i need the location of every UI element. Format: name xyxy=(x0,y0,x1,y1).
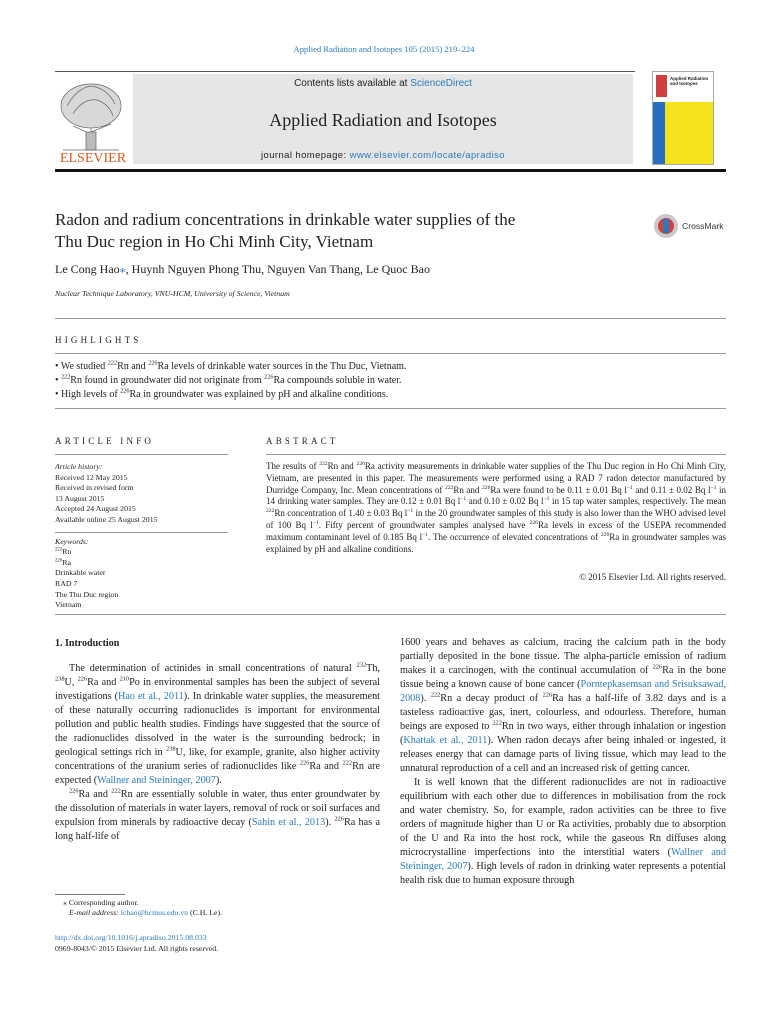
footnote-rule xyxy=(55,894,125,895)
contents-line xyxy=(133,78,633,89)
keyword-item: RAD 7 xyxy=(55,578,78,588)
keyword-item: Vietnam xyxy=(55,600,82,610)
highlights-rule xyxy=(55,353,726,354)
journal-name: Applied Radiation and Isotopes xyxy=(269,110,497,130)
abstract-heading: ABSTRACT xyxy=(266,436,339,446)
abstract-rule xyxy=(266,454,726,455)
paragraph: 1600 years and behaves as calcium, tracing the calcium path in the body partially deposited in the bone tissue. The alpha-particle emission of radium makes it a carcinogen, with the continual accumulation of $^{226}$Ra in the bone tissue being a known cause of bone cancer (Porntepkasemsan and Srisuksawad, 2008). $^{222}$Rn a decay product of $^{226}$Ra has a half-life of 3.82 days and is a tasteless radioactive gas, inert, colourless, and odourless. Therefore, human beings are exposed to $^{222}$Rn in two ways, either through inhalation or ingestion (Khattak et al., 2011). When radon decays after being inhaled or ingested, it releases energy that can damage parts of living tissue, which may lead to the unnatural reproduction of a cell and an increased risk of getting cancer. xyxy=(400,637,726,774)
footnote-email: E-mail address: lchao@hcmus.edu.vn (C.H. Le). xyxy=(69,908,223,917)
crossmark-badge[interactable] xyxy=(653,213,733,239)
crossmark-label: CrossMark xyxy=(682,221,724,231)
article-title-line-1: Radon and radium concentrations in drinkable water supplies of the xyxy=(55,210,516,229)
footnote xyxy=(55,898,380,918)
highlight-item: • We studied $^{222}$Rn and $^{226}$Ra levels of drinkable water sources in the Thu Duc, Vietnam. xyxy=(55,359,407,372)
article-history-label: Article history: xyxy=(55,462,103,471)
keyword-item: The Thu Duc region xyxy=(55,589,119,599)
keyword-item: $^{226}$Ra xyxy=(55,557,71,567)
highlights-bottom-rule xyxy=(55,408,726,409)
elsevier-tree-icon xyxy=(53,76,133,166)
article-title-line-2: Thu Duc region in Ho Chi Minh City, Vietnam xyxy=(55,232,374,251)
citation-link[interactable]: Sahin et al., 2013 xyxy=(251,817,326,828)
crossmark-icon xyxy=(653,213,679,239)
citation-link[interactable]: Khattak et al., 2011 xyxy=(403,735,488,746)
highlights-list xyxy=(55,360,715,402)
doi-link[interactable]: http://dx.doi.org/10.1016/j.apradiso.2015.08.033 xyxy=(55,933,207,942)
citation-link[interactable]: Wallner and Steininger, 2007 xyxy=(400,847,726,872)
contents-prefix: Contents lists available at xyxy=(294,78,411,89)
revised-label: Received in revised form xyxy=(55,483,134,493)
homepage-line xyxy=(133,150,633,161)
citation-link[interactable]: Porntepkasemsan and Srisuksawad, 2008 xyxy=(400,679,726,704)
affiliation: Nuclear Technique Laboratory, VNU-HCM, University of Science, Vietnam xyxy=(55,289,290,298)
header-thick-rule xyxy=(55,169,726,172)
article-info xyxy=(55,462,228,611)
keyword-item: Drinkable water xyxy=(55,568,106,578)
keyword-item: $^{222}$Rn xyxy=(55,547,72,557)
issn-line: 0969-8043/© 2015 Elsevier Ltd. All rights reserved. xyxy=(55,944,219,953)
doi-block xyxy=(55,932,218,954)
highlight-item: • High levels of $^{226}$Ra in groundwater was explained by pH and alkaline conditions. xyxy=(55,387,389,400)
received-date: Received 12 May 2015 xyxy=(55,472,128,482)
homepage-label: journal homepage: xyxy=(261,150,350,161)
online-date: Available online 25 August 2015 xyxy=(55,514,158,524)
paragraph: The determination of actinides in small concentrations of natural $^{232}$Th, $^{238}$U, $^{226}$Ra and $^{210}$Po in environmental samples has been the subject of several investigations (Hao et al., 2011). In drinkable water supplies, the measurement of these naturally occurring radionuclides is important for environmental pollution and public health studies. Findings have suggested that the source of the radionuclides dissolved in the water is the surrounding bedrock; in geological settings rich in $^{238}$U, like, for example, granite, also higher activity concentrations of the uranium series of radionuclides like $^{226}$Ra and $^{222}$Rn are expected (Wallner and Steininger, 2007). xyxy=(55,661,381,786)
author-first: Le Cong Hao xyxy=(55,262,120,276)
footnote-corresponding: ⁎ Corresponding author. xyxy=(63,898,139,907)
journal-cover-thumbnail[interactable] xyxy=(652,71,714,165)
elsevier-logo xyxy=(53,76,133,166)
paragraph: $^{226}$Ra and $^{222}$Rn are essentially soluble in water, thus enter groundwater by the dissolution of materials in water layers, removal of rock or soil surfaces and expulsion from minerals by radioactive decay (Sahin et al., 2013). $^{226}$Ra has a long half-life of xyxy=(55,787,380,842)
article-info-heading: ARTICLE INFO xyxy=(55,436,155,446)
article-title xyxy=(55,209,645,253)
cover-blue-stripe xyxy=(653,102,665,164)
paragraph: It is well known that the different radionuclides are not in radioactive equilibrium with each other due to differences in mobilisation from the rock and water chemistry. So, for example, radon activities can be three to five orders of magnitude higher than U or Ra activities, probably due to absorption of the U and Ra into the host rock, while the gaseous Rn diffuses along microcrystalline imperfections into the interstitial waters (Wallner and Steininger, 2007). High levels of radon in drinking water represents a potential health risk due to human exposure through xyxy=(400,777,726,886)
body-rule xyxy=(55,614,726,615)
accepted-date: Accepted 24 August 2015 xyxy=(55,504,136,514)
keywords-label: Keywords: xyxy=(55,536,89,546)
citation-link[interactable]: Wallner and Steininger, 2007 xyxy=(97,775,216,786)
cover-top xyxy=(653,72,713,102)
corresponding-author-marker[interactable]: ⁎ xyxy=(119,262,126,276)
body-column-left xyxy=(55,662,380,844)
citation-link[interactable]: Hao et al., 2011 xyxy=(118,691,184,702)
cover-emblem-icon xyxy=(656,75,667,97)
revised-date: 13 August 2015 xyxy=(55,493,105,503)
cover-title: Applied Radiation and Isotopes xyxy=(670,76,709,86)
header-rule xyxy=(55,71,635,72)
abstract-copyright: © 2015 Elsevier Ltd. All rights reserved. xyxy=(579,572,726,582)
email-link[interactable]: lchao@hcmus.edu.vn xyxy=(120,908,189,917)
svg-text:ELSEVIER: ELSEVIER xyxy=(59,151,127,166)
journal-homepage-link[interactable]: www.elsevier.com/locate/apradiso xyxy=(349,150,505,161)
sciencedirect-link[interactable]: ScienceDirect xyxy=(410,78,472,89)
highlights-heading: HIGHLIGHTS xyxy=(55,335,142,345)
article-info-rule xyxy=(55,454,228,455)
author-list xyxy=(55,262,430,277)
journal-reference-link[interactable]: Applied Radiation and Isotopes 105 (2015) 219–224 xyxy=(293,44,475,54)
section-heading-introduction: 1. Introduction xyxy=(55,638,120,649)
abstract-body: The results of $^{222}$Rn and $^{226}$Ra activity measurements in drinkable water supplies of the Thu Duc region in Ho Chi Minh City, Vietnam, are presented in this paper. The measurements were performed using a RAD 7 radon detector manufactured by Durridge Company, Inc. Mean concentrations of $^{222}$Rn and $^{226}$Ra were found to be 0.11 ± 0.01 Bq $l^{-1}$ and 0.11 ± 0.02 Bq $l^{-1}$ in 14 drinking water samples. They are 0.12 ± 0.01 Bq $l^{-1}$ and 0.10 ± 0.02 Bq $l^{-1}$ in 15 tap water samples, respectively. The mean $^{222}$Rn concentration of 1.40 ± 0.03 Bq $l^{-1}$ in the 20 groundwater samples of this study is also lower than the WHO advised level of 100 Bq $l^{-1}$. Fifty percent of groundwater samples analysed have $^{226}$Ra levels in excess of the USEPA recommended maximum contaminant level of 0.185 Bq $l^{-1}$. The occurrence of elevated concentrations of $^{226}$Ra in groundwater samples was explained by pH and alkaline conditions. xyxy=(266,461,727,554)
body-column-right xyxy=(400,636,726,888)
author-rest: , Huynh Nguyen Phong Thu, Nguyen Van Thang, Le Quoc Bao xyxy=(125,262,430,276)
highlight-item: • $^{222}$Rn found in groundwater did not originate from $^{226}$Ra compounds soluble in water. xyxy=(55,373,402,386)
keywords-rule xyxy=(55,532,228,533)
section-rule xyxy=(55,318,726,319)
